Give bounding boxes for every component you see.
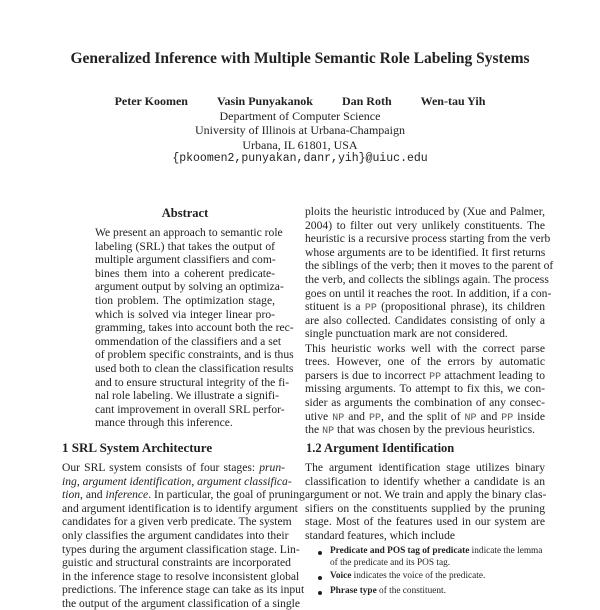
text-line [95,362,294,375]
bullet-icon [318,591,322,595]
text-segment: , [191,474,198,488]
text-line [95,240,275,253]
text-line [305,355,545,368]
text-segment: which is solved via integer linear pro- [95,307,275,321]
text-segment: , and the split of [381,409,465,423]
text-line [62,583,305,597]
text-line [95,253,275,266]
text-segment: of the predicate and its POS tag. [330,558,451,568]
text-segment: We present an approach to semantic role [95,226,283,239]
text-line [330,558,450,569]
text-segment: tion [62,488,81,502]
text-segment: ommendation of the classifiers and a set [95,334,282,348]
text-line [62,515,292,529]
text-line [62,474,292,488]
paper-title: Generalized Inference with Multiple Semantic Role Labeling Systems [70,50,530,67]
bullet-icon [318,576,322,580]
text-segment: Phrase type [330,586,377,596]
text-segment: NP [464,412,477,424]
text-segment: Predicate and POS tag of predicate [330,546,470,556]
text-segment: of the constituent. [376,586,446,596]
text-line [95,294,275,307]
text-segment: indicates the voice of the predicate. [351,571,486,581]
text-segment: guistic and structural constraints are incorporated [62,556,291,570]
text-line [95,375,290,389]
text-segment: argument output by solving an optimiza- [95,280,284,294]
text-segment: trees. However, one of the errors by automatic [305,355,545,369]
affiliation-department: Department of Computer Science [219,109,381,123]
text-line [95,348,294,362]
text-segment: only classifies the argument candidates into their [62,529,289,542]
text-line [305,286,552,300]
affiliation-university: University of Illinois at Urbana-Champaign [195,123,405,137]
text-line [305,259,554,273]
text-segment: the verb, and collects the siblings again. The process [305,273,549,286]
text-segment: cant improvement in overall SRL perfor- [95,402,285,416]
text-segment: whose arguments are to be identified. It first returns [305,245,546,259]
text-segment: missing arguments. To attempt to fix this, we con- [305,382,545,396]
text-segment: of problem specific constraints, and is thus [95,348,294,362]
text-line [62,529,289,542]
text-segment: and [476,409,502,423]
text-segment: classification to identify whether a candidate is an [305,474,545,488]
text-line [62,461,285,474]
text-segment: inference [105,488,149,502]
text-segment: , and [80,488,106,502]
text-segment: PP [368,412,381,424]
abstract-heading: Abstract [161,206,209,220]
text-segment: , [76,474,83,488]
text-segment: types during the argument classification stage. Lin- [62,542,300,556]
text-segment: the output of the argument classification of a single [62,597,301,610]
text-segment: and to ensure structural integrity of the fi- [95,375,290,389]
text-line [95,416,275,429]
text-segment: indicate the lemma [469,546,543,556]
text-line [62,569,300,583]
text-line [305,382,545,395]
text-line [305,529,545,542]
text-segment: Our SRL system consists of four stages: [62,461,260,474]
section-1-2-heading: 1.2 Argument Identification [306,441,455,455]
text-segment: argument identification [82,474,192,488]
text-line [305,205,545,218]
author: Peter Koomen [114,94,188,108]
text-line [305,342,545,355]
text-segment: argument classifica- [197,474,292,488]
text-segment: tion problem. The optimization stage, [95,294,275,307]
text-line [62,501,298,515]
text-segment: (propositional phrase), its children [376,300,545,314]
text-line [305,273,549,286]
text-segment: gramming, takes into account both the rec- [95,321,294,335]
text-segment: in the inference stage to resolve inconsistent global [62,569,300,583]
text-line [95,308,275,321]
text-segment: mance through this inference. [95,416,233,430]
author: Vasin Punyakanok [216,94,313,108]
text-line [305,232,551,246]
text-segment: used both to clean the classification results [95,362,294,375]
text-line [305,396,545,409]
text-line [95,321,294,335]
text-line [305,461,545,474]
text-segment: heuristic is a recursive process starting from the verb [305,232,551,246]
text-segment: utive [305,409,333,423]
text-segment: standard features, which include [305,529,456,542]
text-line [95,402,285,416]
text-segment: PP [364,303,377,315]
affiliation-address: Urbana, IL 61801, USA [242,138,358,152]
text-segment: goes on until it reaches the root. In addition, if a con- [305,286,552,300]
text-segment: labeling (SRL) that takes the output of [95,239,275,253]
text-line [305,423,545,438]
text-line [330,571,485,582]
text-segment: argument or not. We train and apply the binary clas- [305,488,547,502]
text-line [95,226,283,239]
text-line [330,546,542,557]
text-line [95,389,279,403]
text-line [305,314,545,327]
text-line [62,556,291,570]
text-segment: nal role labeling. We illustrate a signifi- [95,389,279,403]
text-segment: prun- [259,461,285,474]
text-segment: candidates for a given verb predicate. The system [62,515,292,529]
text-segment: single punctuation mark are not considered. [305,327,508,341]
text-line [95,280,284,294]
text-segment: PP [501,412,514,424]
text-segment: ploits the heuristic introduced by (Xue and Palmer, [305,205,545,218]
text-segment: bines them into a coherent predicate- [95,266,275,280]
text-segment: that was chosen by the previous heuristics. [334,423,535,437]
text-segment: stage. Most of the features used in our system are [305,515,545,529]
text-line [62,542,300,556]
text-segment: sider as arguments the combination of any consec- [305,395,545,409]
text-line [305,515,545,528]
text-line [95,267,275,280]
text-segment: the [305,423,323,437]
text-segment: PP [429,371,442,383]
text-line [305,219,545,232]
text-segment: the siblings of the verb; then it moves to the parent of [305,259,554,273]
text-segment: attachment leading to [441,368,545,382]
text-segment: stituent is a [305,300,365,314]
text-segment: The argument identification stage utilizes binary [305,461,545,474]
section-1-heading: 1 SRL System Architecture [62,440,213,455]
text-segment: NP [322,426,335,438]
text-line [62,597,301,610]
text-segment: Voice [330,571,352,581]
author-emails: {pkoomen2,punyakan,danr,yih}@uiuc.edu [172,152,428,165]
text-segment: ing [62,474,77,488]
text-segment: predictions. The inference stage can take as its input [62,583,305,597]
text-segment: are also collected. Candidates consisting of only a [305,313,545,327]
text-segment: inside [513,409,545,423]
text-segment: NP [332,412,345,424]
text-segment: . In particular, the goal of pruning [148,488,305,502]
text-line [62,488,305,502]
text-segment: sifiers on the constituents supplied by the pruning [305,501,545,515]
bullet-icon [318,551,322,555]
text-line [305,246,545,259]
text-segment: parsers is due to incorrect [305,368,430,382]
author: Wen-tau Yih [420,94,486,108]
text-line [330,586,446,597]
text-segment: and [344,409,369,423]
text-line [95,334,282,348]
author: Dan Roth [341,94,392,108]
text-line [305,488,545,501]
text-segment: multiple argument classifiers and com- [95,253,276,267]
text-segment: This heuristic works well with the correct parse [305,341,545,355]
text-line [305,502,545,515]
text-line [305,327,545,340]
text-line [305,475,545,488]
text-segment: 2004) to filter out very unlikely constituents. The [305,218,545,232]
author-list [0,94,600,109]
text-segment: and argument identification is to identify argument [62,501,298,515]
